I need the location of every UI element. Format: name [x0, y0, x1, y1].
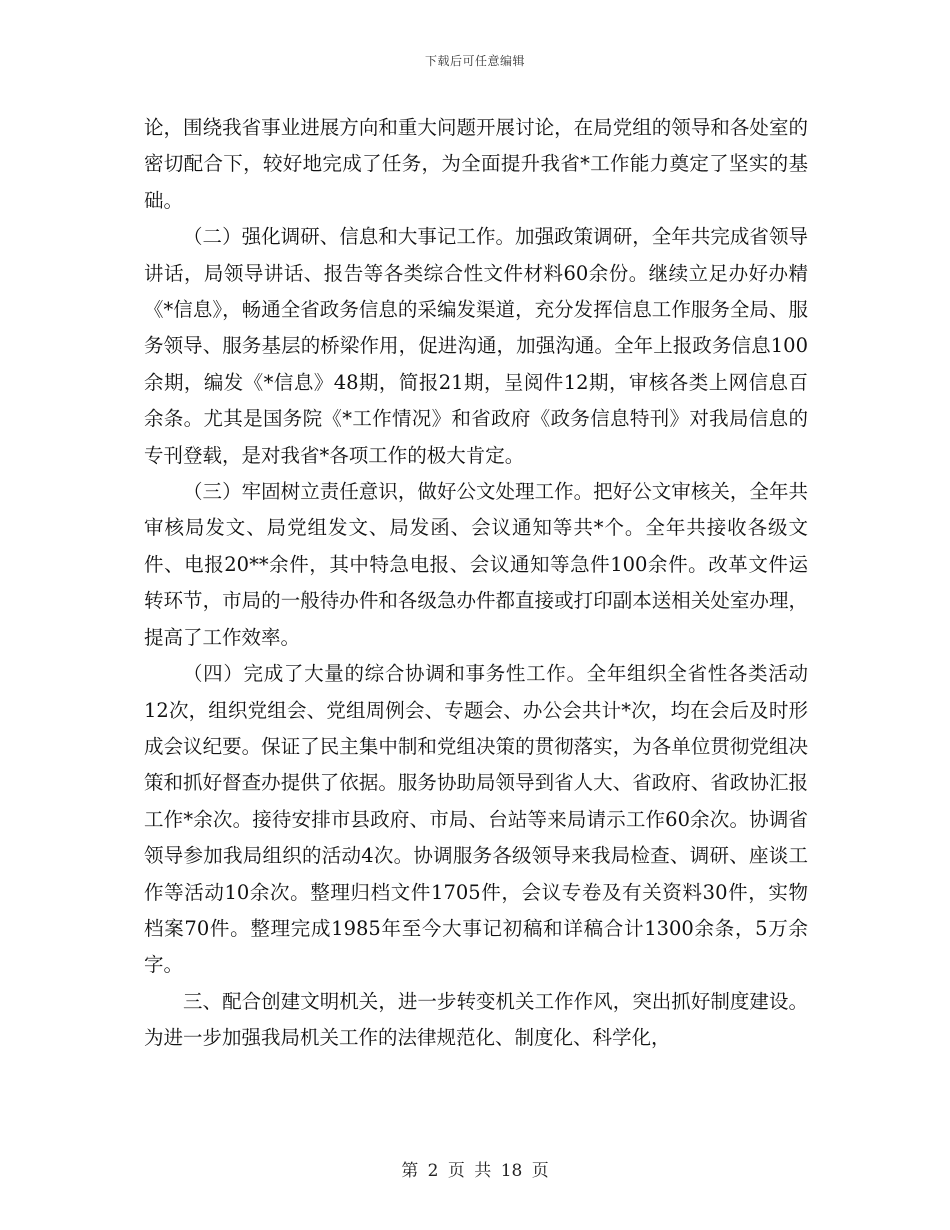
page-header-note: 下载后可任意编辑	[424, 54, 525, 68]
document-body	[144, 110, 808, 1057]
paragraph-continuation: 论，围绕我省事业进展方向和重大问题开展讨论，在局党组的领导和各处室的密切配合下，较好地完成了任务，为全面提升我省*工作能力奠定了坚实的基础。	[144, 116, 808, 212]
paragraph-document-handling: （三）牢固树立责任意识，做好公文处理工作。把好公文审核关，全年共审核局发文、局党组发文、局发函、会议通知等共*个。全年共接收各级文件、电报20**余件，其中特急电报、会议通知等急件100余件。改革文件运转环节，市局的一般待办件和各级急办件都直接或打印副本送相关处室办理，提高了工作效率。	[144, 480, 808, 649]
paragraph-civilized-organ: 三、配合创建文明机关，进一步转变机关工作作风，突出抓好制度建设。为进一步加强我局机关工作的法律规范化、制度化、科学化，	[144, 989, 808, 1050]
page-number-footer: 第 2 页 共 18 页	[401, 1161, 549, 1181]
paragraph-research-info: （二）强化调研、信息和大事记工作。加强政策调研，全年共完成省领导讲话，局领导讲话、报告等各类综合性文件材料60余份。继续立足办好办精《*信息》，畅通全省政务信息的采编发渠道，充分发挥信息工作服务全局、服务领导、服务基层的桥梁作用，促进沟通，加强沟通。全年上报政务信息100余期，编发《*信息》48期，简报21期，呈阅件12期，审核各类上网信息百余条。尤其是国务院《*工作情况》和省政府《政务信息特刊》对我局信息的专刊登载，是对我省*各项工作的极大肯定。	[144, 225, 808, 467]
paragraph-coordination: （四）完成了大量的综合协调和事务性工作。全年组织全省性各类活动12次，组织党组会、党组周例会、专题会、办公会共计*次，均在会后及时形成会议纪要。保证了民主集中制和党组决策的贯彻落实，为各单位贯彻党组决策和抓好督查办提供了依据。服务协助局领导到省人大、省政府、省政协汇报工作*余次。接待安排市县政府、市局、台站等来局请示工作60余次。协调省领导参加我局组织的活动4次。协调服务各级领导来我局检查、调研、座谈工作等活动10余次。整理归档文件1705件，会议专卷及有关资料30件，实物档案70件。整理完成1985年至今大事记初稿和详稿合计1300余条，5万余字。	[144, 662, 808, 977]
